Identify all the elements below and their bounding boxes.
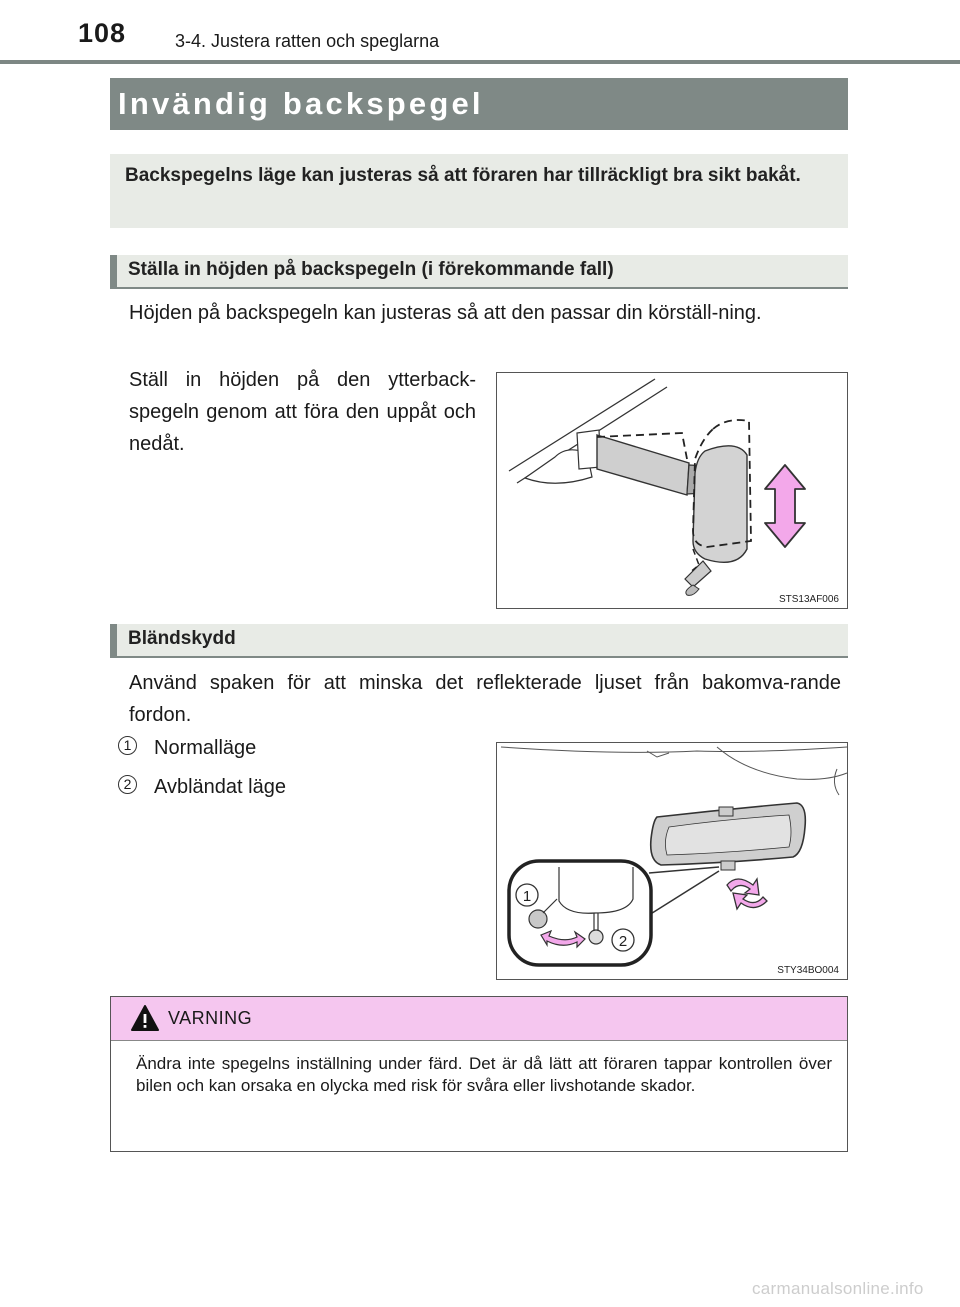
subheading-antiglare-label: Bländskydd: [128, 628, 236, 649]
antiglare-figure: [496, 742, 848, 980]
subheading-height-adjust: [110, 255, 848, 289]
svg-text:1: 1: [522, 888, 532, 905]
list-item-dimmed: Avbländat läge: [154, 776, 286, 798]
section-title: Invändig backspegel: [118, 86, 484, 121]
height-paragraph: Höjden på backspegeln kan justeras så att den passar din körställ-ning.: [129, 302, 762, 324]
list-item-number-1: 1: [118, 736, 137, 755]
page-number: 108: [78, 18, 127, 48]
section-title-bar: [110, 78, 848, 130]
warning-header: [111, 997, 847, 1041]
height-instruction: Ställ in höjden på den ytterback-spegeln genom att föra den uppåt och nedåt.: [129, 369, 476, 455]
warning-text: Ändra inte spegelns inställning under färd. Det är då lätt att föraren tappar kontrollen över bilen och kan orsaka en olycka med risk för svåra eller livshotande skador.: [136, 1054, 832, 1095]
double-arrow-icon: [765, 465, 805, 547]
list-item-normal: Normalläge: [154, 737, 257, 759]
header-divider: [0, 60, 960, 64]
list-item-number-2: 2: [118, 775, 137, 794]
figure-code-1: STS13AF006: [778, 594, 839, 605]
figure-code-2: STY34BO004: [777, 965, 839, 976]
subheading-height-adjust-label: Ställa in höjden på backspegeln (i förekommande fall): [128, 259, 614, 280]
intro-box: [110, 154, 848, 228]
warning-triangle-icon: [130, 1004, 160, 1032]
svg-text:2: 2: [618, 933, 628, 950]
watermark: carmanualsonline.info: [752, 1279, 924, 1298]
intro-text: Backspegelns läge kan justeras så att föraren har tillräckligt bra sikt bakåt.: [125, 165, 801, 186]
mirror-height-figure: [496, 372, 848, 609]
antiglare-illustration: [497, 743, 849, 981]
warning-title: VARNING: [168, 1008, 253, 1028]
mirror-height-illustration: [497, 373, 849, 610]
warning-box: [110, 996, 848, 1152]
running-header: 3-4. Justera ratten och speglarna: [175, 31, 440, 51]
antiglare-paragraph: Använd spaken för att minska det reflekterade ljuset från bakomva-rande fordon.: [129, 672, 841, 726]
subheading-antiglare: [110, 624, 848, 658]
